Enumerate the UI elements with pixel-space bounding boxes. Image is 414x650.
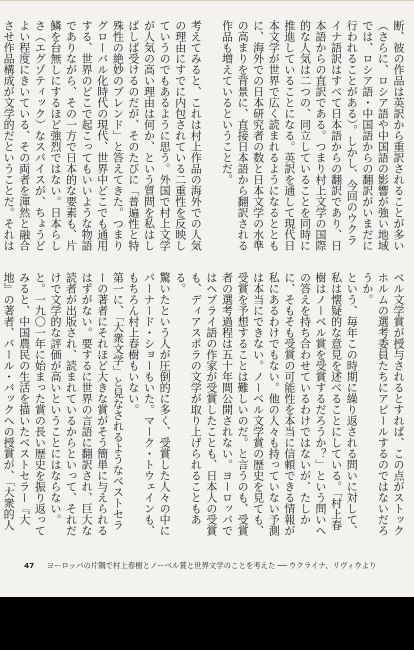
scan-border xyxy=(0,597,414,650)
page-number: 47 xyxy=(24,561,35,570)
running-title: ヨーロッパの片隅で村上春樹とノーベル賞と世界文学のことを考えた ── ウクライナ、リヴィウより xyxy=(46,561,377,570)
vertical-text-block-lower: ベル文学賞が授与されるとすれば、この点がストックホルムの選考委員たちにアピールするのではないだろうか。 という、毎年この時期に繰り返される問いに対して、私は懐疑的な意見を述べることにしている。「村上春樹はノーベル賞を受賞するだろうか？」という問いへの答えを持ち合わせているわけではないが、たしかに、そもそも受賞の可能性を本当に信頼できる情報が私にあるわけでもない。他の人々も持っていない予測は本当にできない。ノーベル文学賞の歴史を見ても、受賞を予想することは難しいのだ。と言うのも、受賞者の選考過程は五十年間公開されない。ヨーロッパではヘブライ語の作家が受賞したことも、日本人の受賞も、ディアスポラの文学が取り上げられることもある。 驚いたという人が圧倒的に多く、受賞した人々の中にパーナード・ショーもいた。マーク・トウェインも、もちろん村上春樹もいない。 第一に、「大衆文学」と見なされるようなベストセラーの著者にそれほど大きな賞がそう簡単に与えられるはずがない。要するに世界の言語に翻訳され、巨大な読者が出版され、読まれているからといって、それだけで文学的な評価が高いということにはならない。 と。一九〇一年に始まった賞の長い歴史を振り返ってみると、中国農民の生活を描いたベストセラー『大地』の著者、パール・バックへの授賞が、「大衆的人 xyxy=(2,272,405,536)
page-top-rule xyxy=(0,0,414,1)
vertical-text-block-upper: 断、彼の作品は英訳から重訳されることが多い（さらに、ロシア語や中国語の影響が強い地域では、ロシア語・中国語からの翻訳がいまだに行われることがある）。しかし、今回のウクライナ語訳はすべて日本語からの翻訳であり、日本語からの直訳である。つまり村上文学の国際的な人気は二つの、同立していることを同時に推進していることになる。英訳を通して現代日本文学が世界で広く読まれるようになるとともに、海外での日本研究者の数と日本文学の水準の高まりを背景に、直接日本語から翻訳される作品も増えているということだ。 考えてみると、これは村上作品の海外での人気の理由にすでに内包されている二重性を反映していうのでもあるように思う。外国で村上文学が人気の高い理由は何か、という質問を私はしばしば受けるのだが、そのたびに「普遍性と特殊性の絶妙のブレンド」と答えてきた。つまりグローバル化時代の現代、世界中どこでも通用する、世界のどこで起こってもいいような物語でありながら、その一方で日本的な要素も、片鱗を台無しにするほど強烈ではない。日本らしさ（エグゾティック）なスパイスが、ちょうどよい程度にきいている、その両者を渾然と融合させ作品構成が文学的だということだ。それは xyxy=(2,20,405,251)
page-footer xyxy=(24,560,404,576)
